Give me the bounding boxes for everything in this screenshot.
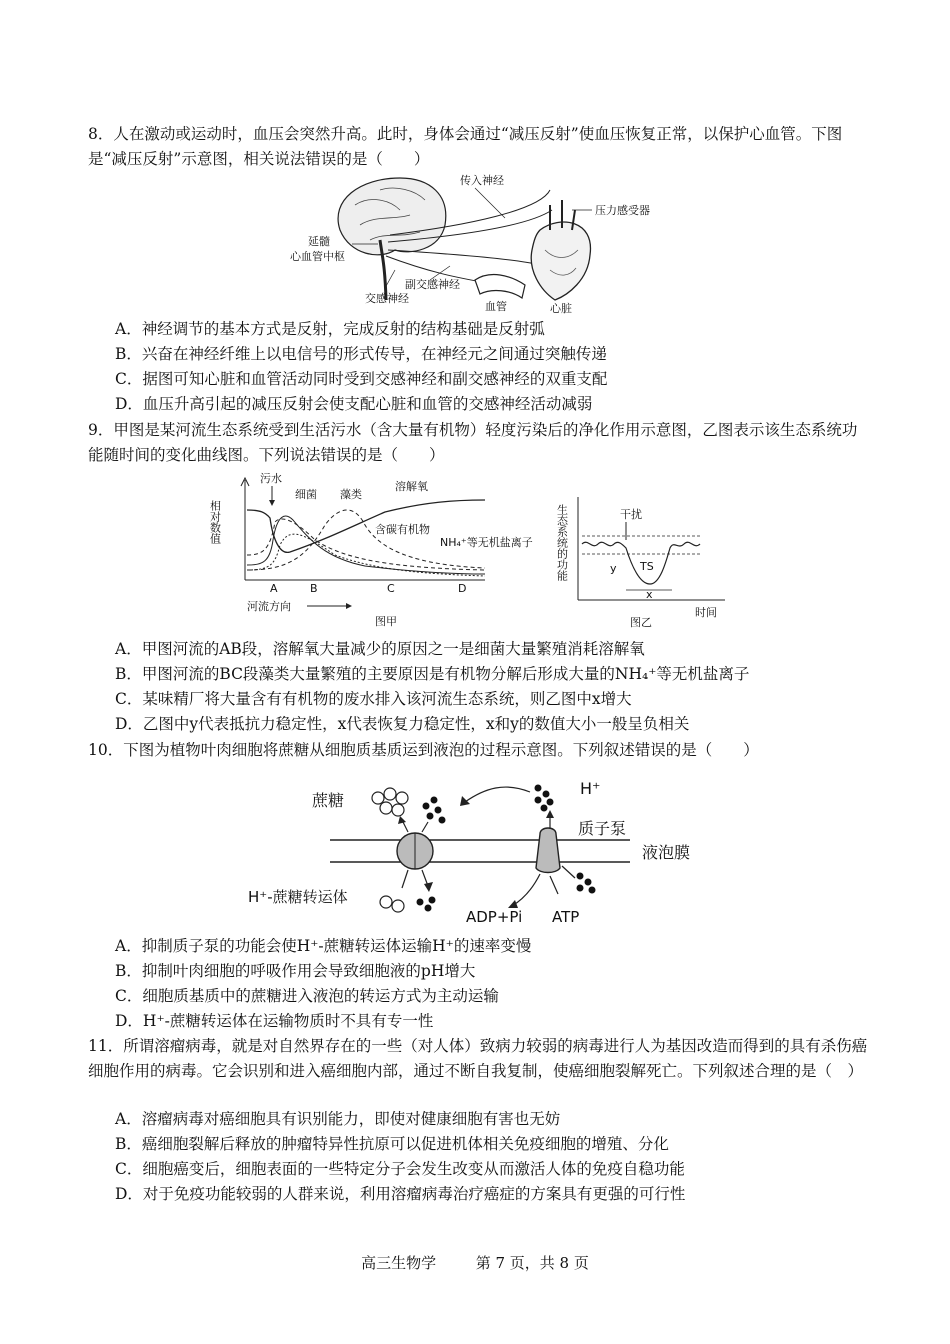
brain-drawing [338, 178, 446, 255]
yi-y: y [610, 562, 617, 575]
jia-sewage: 污水 [260, 472, 282, 485]
vessel-drawing [475, 275, 525, 298]
q11-option-c: C．细胞癌变后，细胞表面的一些特定分子会发生改变从而激活人体的免疫自稳功能 [115, 1160, 685, 1178]
label-membrane: 液泡膜 [642, 843, 691, 862]
q8-option-b: B．兴奋在神经纤维上以电信号的形式传导，在神经元之间通过突触传递 [115, 345, 607, 363]
q9-option-b: B．甲图河流的BC段藻类大量繁殖的主要原因是有机物分解后形成大量的NH₄⁺等无机盐离子 [115, 665, 750, 683]
label-heart: 心脏 [550, 302, 572, 315]
label-adp: ADP+Pi [466, 908, 523, 926]
yi-xlabel: 时间 [695, 606, 717, 619]
q8-reflex-figure [290, 170, 680, 320]
q10-option-b: B．抑制叶肉细胞的呼吸作用会导致细胞液的pH增大 [115, 962, 476, 980]
q10-option-c: C．细胞质基质中的蔗糖进入液泡的转运方式为主动运输 [115, 987, 499, 1005]
label-afferent: 传入神经 [460, 174, 504, 187]
jia-nh4: NH₄⁺等无机盐离子 [440, 536, 533, 549]
yi-caption: 图乙 [630, 616, 652, 629]
q10-option-d: D．H⁺-蔗糖转运体在运输物质时不具有专一性 [115, 1012, 434, 1030]
yi-ts: TS [640, 560, 654, 573]
q9-option-c: C．某味精厂将大量含有有机物的废水排入该河流生态系统，则乙图中x增大 [115, 690, 632, 708]
label-baroreceptor: 压力感受器 [595, 204, 650, 217]
heart-drawing [531, 222, 590, 300]
yi-disturb: 干扰 [620, 508, 642, 521]
label-vessel: 血管 [485, 300, 507, 313]
footer-subject: 高三生物学 [361, 1254, 437, 1272]
proton-pump [536, 828, 560, 873]
label-hplus: H⁺ [580, 779, 601, 798]
q11-option-d: D．对于免疫功能较弱的人群来说，利用溶瘤病毒治疗癌症的方案具有更强的可行性 [115, 1185, 686, 1203]
q8-stem: 8．人在激动或运动时，血压会突然升高。此时，身体会通过“减压反射”使血压恢复正常，以保护心血管。下图是“减压反射”示意图，相关说法错误的是（ ） [88, 125, 843, 168]
label-pump: 质子泵 [578, 819, 627, 838]
label-parasympathetic: 副交感神经 [405, 278, 460, 291]
footer-page: 第 7 页，共 8 页 [475, 1254, 589, 1272]
label-medulla: 延髓 [308, 235, 330, 248]
jia-organic: 含碳有机物 [375, 523, 430, 536]
q8-option-d: D．血压升高引起的减压反射会使支配心脏和血管的交感神经活动减弱 [115, 395, 593, 413]
q10-option-a: A．抑制质子泵的功能会使H⁺-蔗糖转运体运输H⁺的速率变慢 [115, 937, 532, 955]
q8-option-a: A．神经调节的基本方式是反射，完成反射的结构基础是反射弧 [115, 320, 545, 338]
q10-stem: 10．下图为植物叶肉细胞将蔗糖从细胞质基质运到液泡的过程示意图。下列叙述错误的是（ ） [88, 741, 759, 759]
jia-caption: 图甲 [375, 615, 397, 628]
jia-ylabel: 相对数值 [208, 500, 222, 544]
page-footer [0, 1252, 950, 1273]
q9-stem: 9．甲图是某河流生态系统受到生活污水（含大量有机物）轻度污染后的净化作用示意图，乙图表示该生态系统功能随时间的变化曲线图。下列说法错误的是（ ） [88, 421, 858, 464]
yi-ylabel: 生态系统的功能 [555, 504, 569, 581]
q8-option-c: C．据图可知心脏和血管活动同时受到交感神经和副交感神经的双重支配 [115, 370, 608, 388]
label-sympathetic: 交感神经 [365, 292, 409, 305]
label-transporter: H⁺-蔗糖转运体 [248, 888, 348, 906]
yi-x: x [646, 588, 653, 601]
label-sucrose: 蔗糖 [312, 791, 345, 810]
q9-option-d: D．乙图中y代表抵抗力稳定性，x代表恢复力稳定性，x和y的数值大小一般呈负相关 [115, 715, 690, 733]
q9-figure-yi [555, 492, 740, 632]
sucrose-molecules-top [372, 788, 408, 816]
label-atp: ATP [552, 908, 580, 926]
jia-tick-a: A [270, 582, 278, 595]
jia-algae: 藻类 [340, 488, 362, 501]
q9-figure-jia [208, 470, 555, 630]
jia-direction: 河流方向 [247, 600, 291, 613]
q11-option-b: B．癌细胞裂解后释放的肿瘤特异性抗原可以促进机体相关免疫细胞的增殖、分化 [115, 1135, 669, 1153]
q11-stem: 11．所谓溶瘤病毒，就是对自然界存在的一些（对人体）致病力较弱的病毒进行人为基因改造而得到的具有杀伤癌细胞作用的病毒。它会识别和进入癌细胞内部，通过不断自我复制，使癌细胞裂解死亡。下列叙述合理的是（ ） [88, 1037, 868, 1080]
q9-option-a: A．甲图河流的AB段，溶解氧大量减少的原因之一是细菌大量繁殖消耗溶解氧 [115, 640, 645, 658]
jia-tick-c: C [387, 582, 395, 595]
hplus-dots-bottom-right [577, 873, 596, 894]
hplus-dots-bottom-left [417, 897, 436, 912]
hplus-dots-top-right [535, 785, 554, 812]
q10-figure [240, 770, 710, 930]
jia-oxygen: 溶解氧 [395, 480, 428, 493]
jia-bacteria: 细菌 [295, 488, 317, 501]
jia-tick-b: B [310, 582, 318, 595]
label-center: 心血管中枢 [290, 250, 345, 263]
q11-option-a: A．溶瘤病毒对癌细胞具有识别能力，即使对健康细胞有害也无妨 [115, 1110, 561, 1128]
jia-tick-d: D [458, 582, 467, 595]
hplus-dots-top-left [423, 797, 446, 824]
sucrose-molecules-bottom [380, 896, 404, 912]
